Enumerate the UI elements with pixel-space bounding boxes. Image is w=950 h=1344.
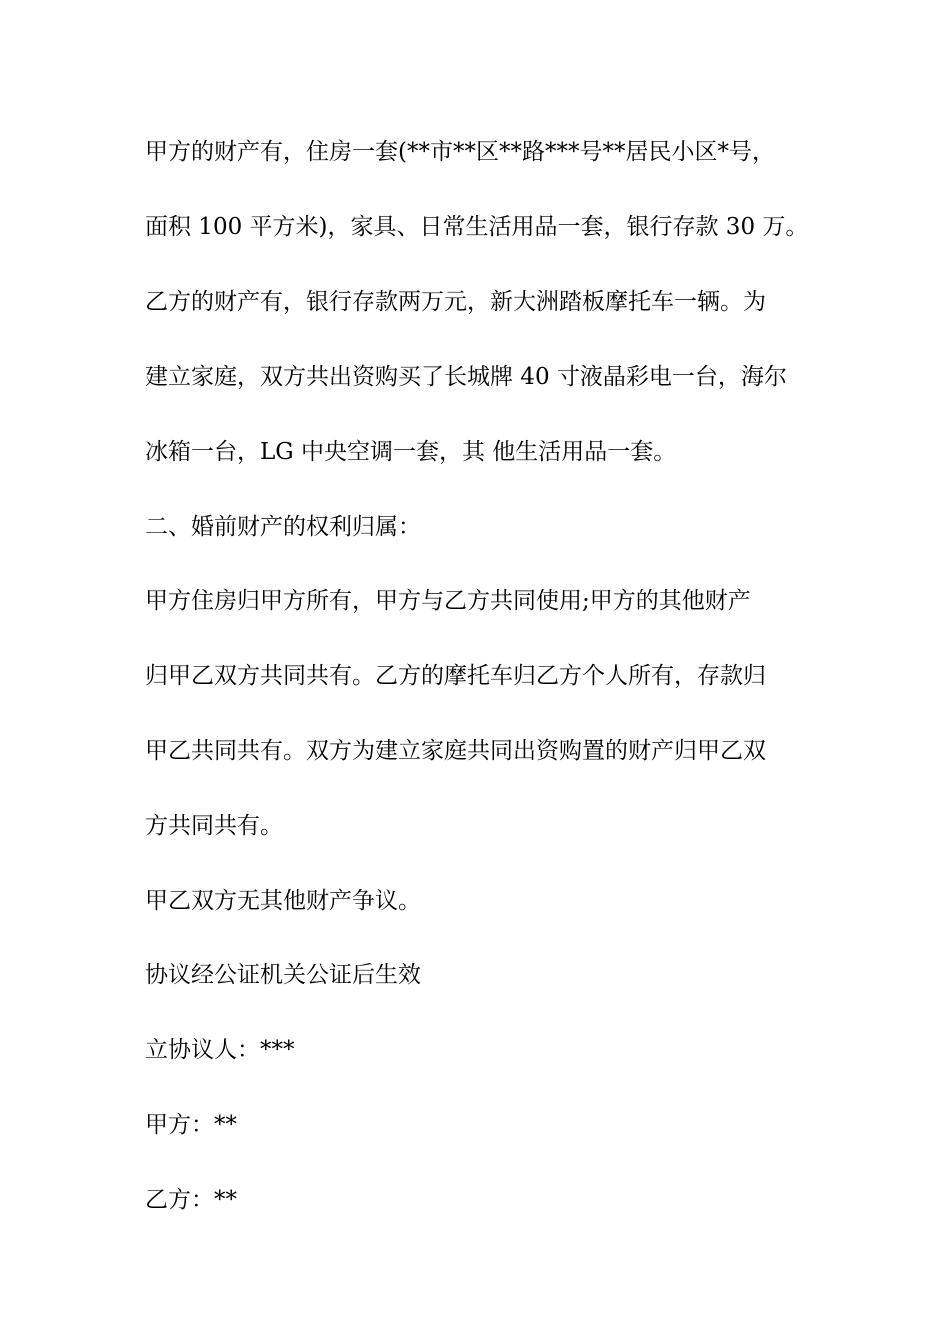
paragraph-line: 方共同共有。 [145, 813, 283, 839]
paragraph-line: 面积 100 平方米)，家具、日常生活用品一套，银行存款 30 万。 [145, 214, 809, 240]
paragraph-line: 甲方住房归甲方所有，甲方与乙方共同使用;甲方的其他财产 [145, 588, 751, 614]
paragraph-line: 甲乙双方无其他财产争议。 [145, 888, 421, 914]
party-a-line: 甲方：** [145, 1112, 237, 1138]
section-heading: 二、婚前财产的权利归属： [145, 514, 421, 540]
paragraph-line: 归甲乙双方共同共有。乙方的摩托车归乙方个人所有，存款归 [145, 663, 766, 689]
paragraph-line: 冰箱一台，LG 中央空调一套，其 他生活用品一套。 [145, 439, 677, 465]
paragraph-line: 协议经公证机关公证后生效 [145, 962, 421, 988]
paragraph-line: 甲方的财产有，住房一套(**市**区**路***号**居民小区*号， [145, 139, 775, 165]
paragraph-line: 建立家庭，双方共出资购买了长城牌 40 寸液晶彩电一台，海尔 [145, 364, 787, 390]
paragraph-line: 乙方的财产有，银行存款两万元，新大洲踏板摩托车一辆。为 [145, 289, 766, 315]
party-b-line: 乙方：** [145, 1187, 237, 1213]
signatory-line: 立协议人：*** [145, 1037, 295, 1063]
paragraph-line: 甲乙共同共有。双方为建立家庭共同出资购置的财产归甲乙双 [145, 738, 766, 764]
